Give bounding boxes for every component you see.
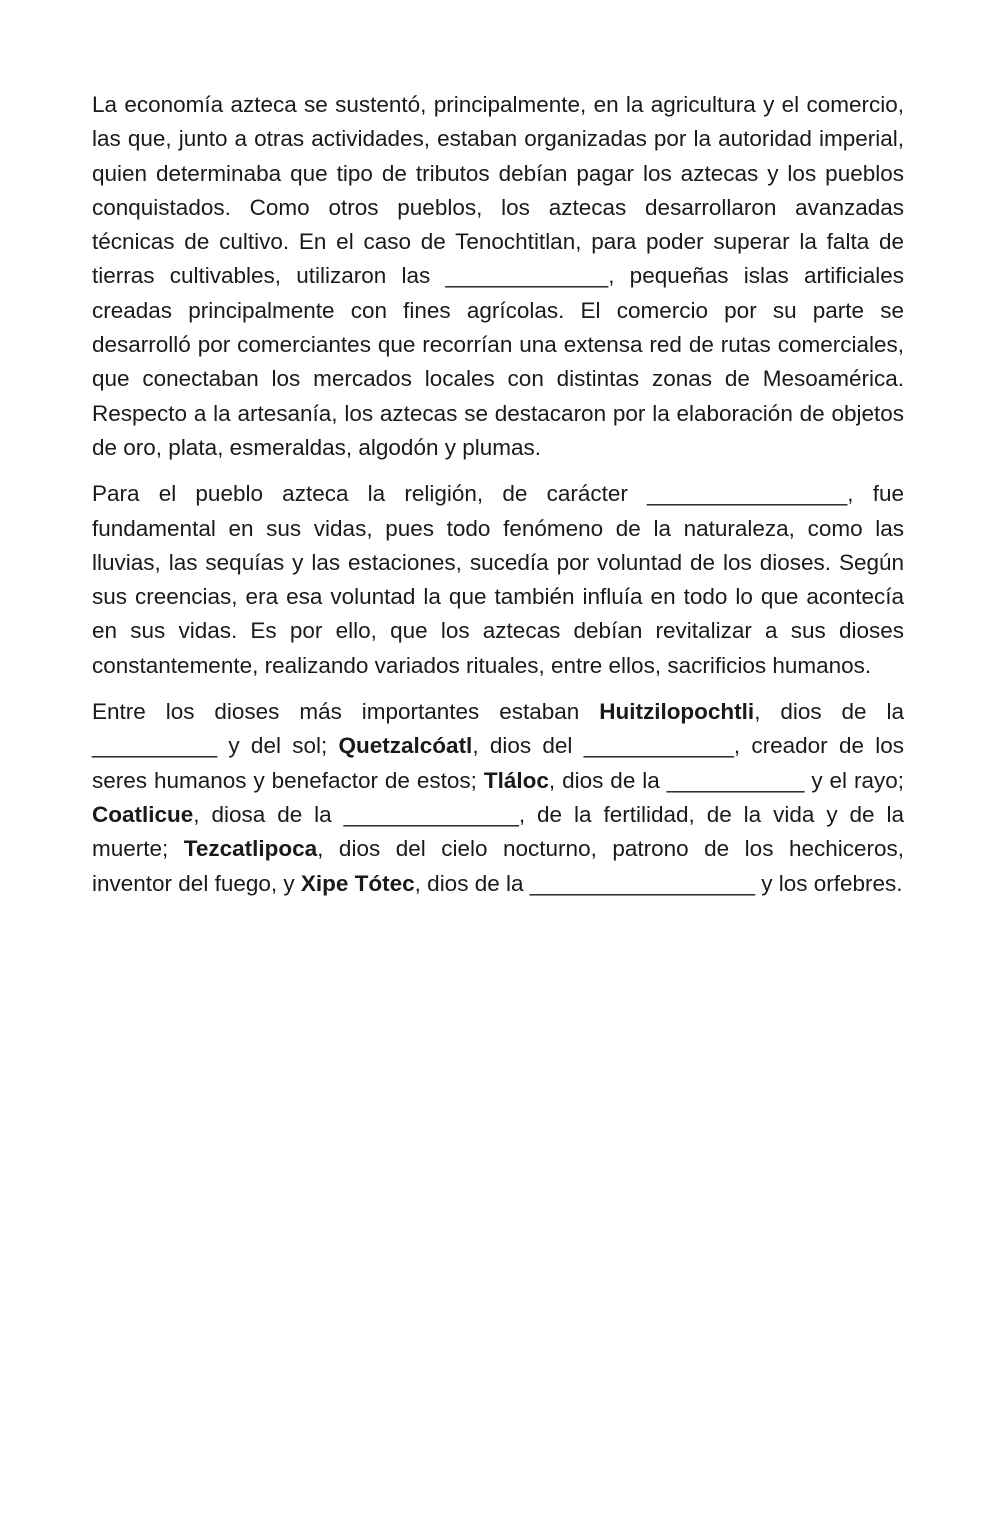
paragraph-text: La economía azteca se sustentó, principalmente, en la agricultura y el comercio, las que, junto a otras actividades, estaban organizadas por la autoridad imperial, quien determinaba que tipo de tributos debían pagar los aztecas y los pueblos conquistados. Como otros pueblos, los aztecas desarrollaron avanzadas técnicas de cultivo. En el caso de Tenochtitlan, para poder superar la falta de tierras cultivables, utilizaron las	[92, 92, 904, 289]
paragraph-text: Para el pueblo azteca la religión, de carácter	[92, 481, 648, 507]
paragraph-text: , de la fertilidad, de la vida y de la muerte;	[92, 801, 905, 862]
fill-in-blank-tlaloc[interactable]: ___________	[666, 767, 805, 793]
god-name-quetzalcoatl: Quetzalcóatl	[338, 733, 473, 759]
paragraph-text: Entre los dioses más importantes estaban	[92, 699, 600, 725]
paragraph-text: , creador de los seres humanos y benefactor de estos;	[92, 733, 905, 793]
paragraph-text: , dios de la	[754, 699, 904, 725]
worksheet-page	[92, 88, 904, 913]
paragraph-text: y el rayo;	[804, 767, 904, 793]
god-name-coatlicue: Coatlicue	[92, 801, 194, 827]
fill-in-blank-religion-character[interactable]: ________________	[647, 481, 848, 507]
god-name-tezcatlipoca: Tezcatlipoca	[183, 836, 318, 862]
paragraph-text: , dios de la	[414, 870, 530, 896]
paragraph-text: , dios de la	[548, 767, 667, 793]
paragraph-text: y del sol;	[217, 733, 339, 759]
fill-in-blank-xipe-totec[interactable]: __________________	[529, 870, 755, 896]
paragraph-text: , dios del	[472, 733, 584, 759]
fill-in-blank-chinampas[interactable]: _____________	[445, 263, 609, 289]
paragraph-text: , dios del cielo nocturno, patrono de los hechiceros, inventor del fuego, y	[92, 836, 905, 896]
paragraph-gods	[92, 695, 904, 901]
paragraph-text: , diosa de la	[193, 801, 344, 827]
paragraph-text: y los orfebres.	[755, 870, 903, 896]
god-name-xipe-totec: Xipe Tótec	[300, 870, 415, 896]
paragraph-economy	[92, 88, 904, 465]
fill-in-blank-coatlicue[interactable]: ______________	[343, 801, 519, 827]
fill-in-blank-quetzalcoatl[interactable]: ____________	[583, 733, 734, 759]
god-name-tlaloc: Tláloc	[483, 767, 549, 793]
paragraph-religion	[92, 477, 904, 683]
paragraph-text: , fue fundamental en sus vidas, pues todo fenómeno de la naturaleza, como las lluvias, las sequías y las estaciones, sucedía por voluntad de los dioses. Según sus creencias, era esa voluntad la que también influía en todo lo que acontecía en sus vidas. Es por ello, que los aztecas debían revitalizar a sus dioses constantemente, realizando variados rituales, entre ellos, sacrificios humanos.	[92, 481, 904, 678]
paragraph-text: , pequeñas islas artificiales creadas principalmente con fines agrícolas. El comercio por su parte se desarrolló por comerciantes que recorrían una extensa red de rutas comerciales, que conectaban los mercados locales con distintas zonas de Mesoamérica. Respecto a la artesanía, los aztecas se destacaron por la elaboración de objetos de oro, plata, esmeraldas, algodón y plumas.	[92, 263, 904, 460]
fill-in-blank-huitzilopochtli[interactable]: __________	[92, 733, 218, 759]
god-name-huitzilopochtli: Huitzilopochtli	[599, 699, 755, 725]
